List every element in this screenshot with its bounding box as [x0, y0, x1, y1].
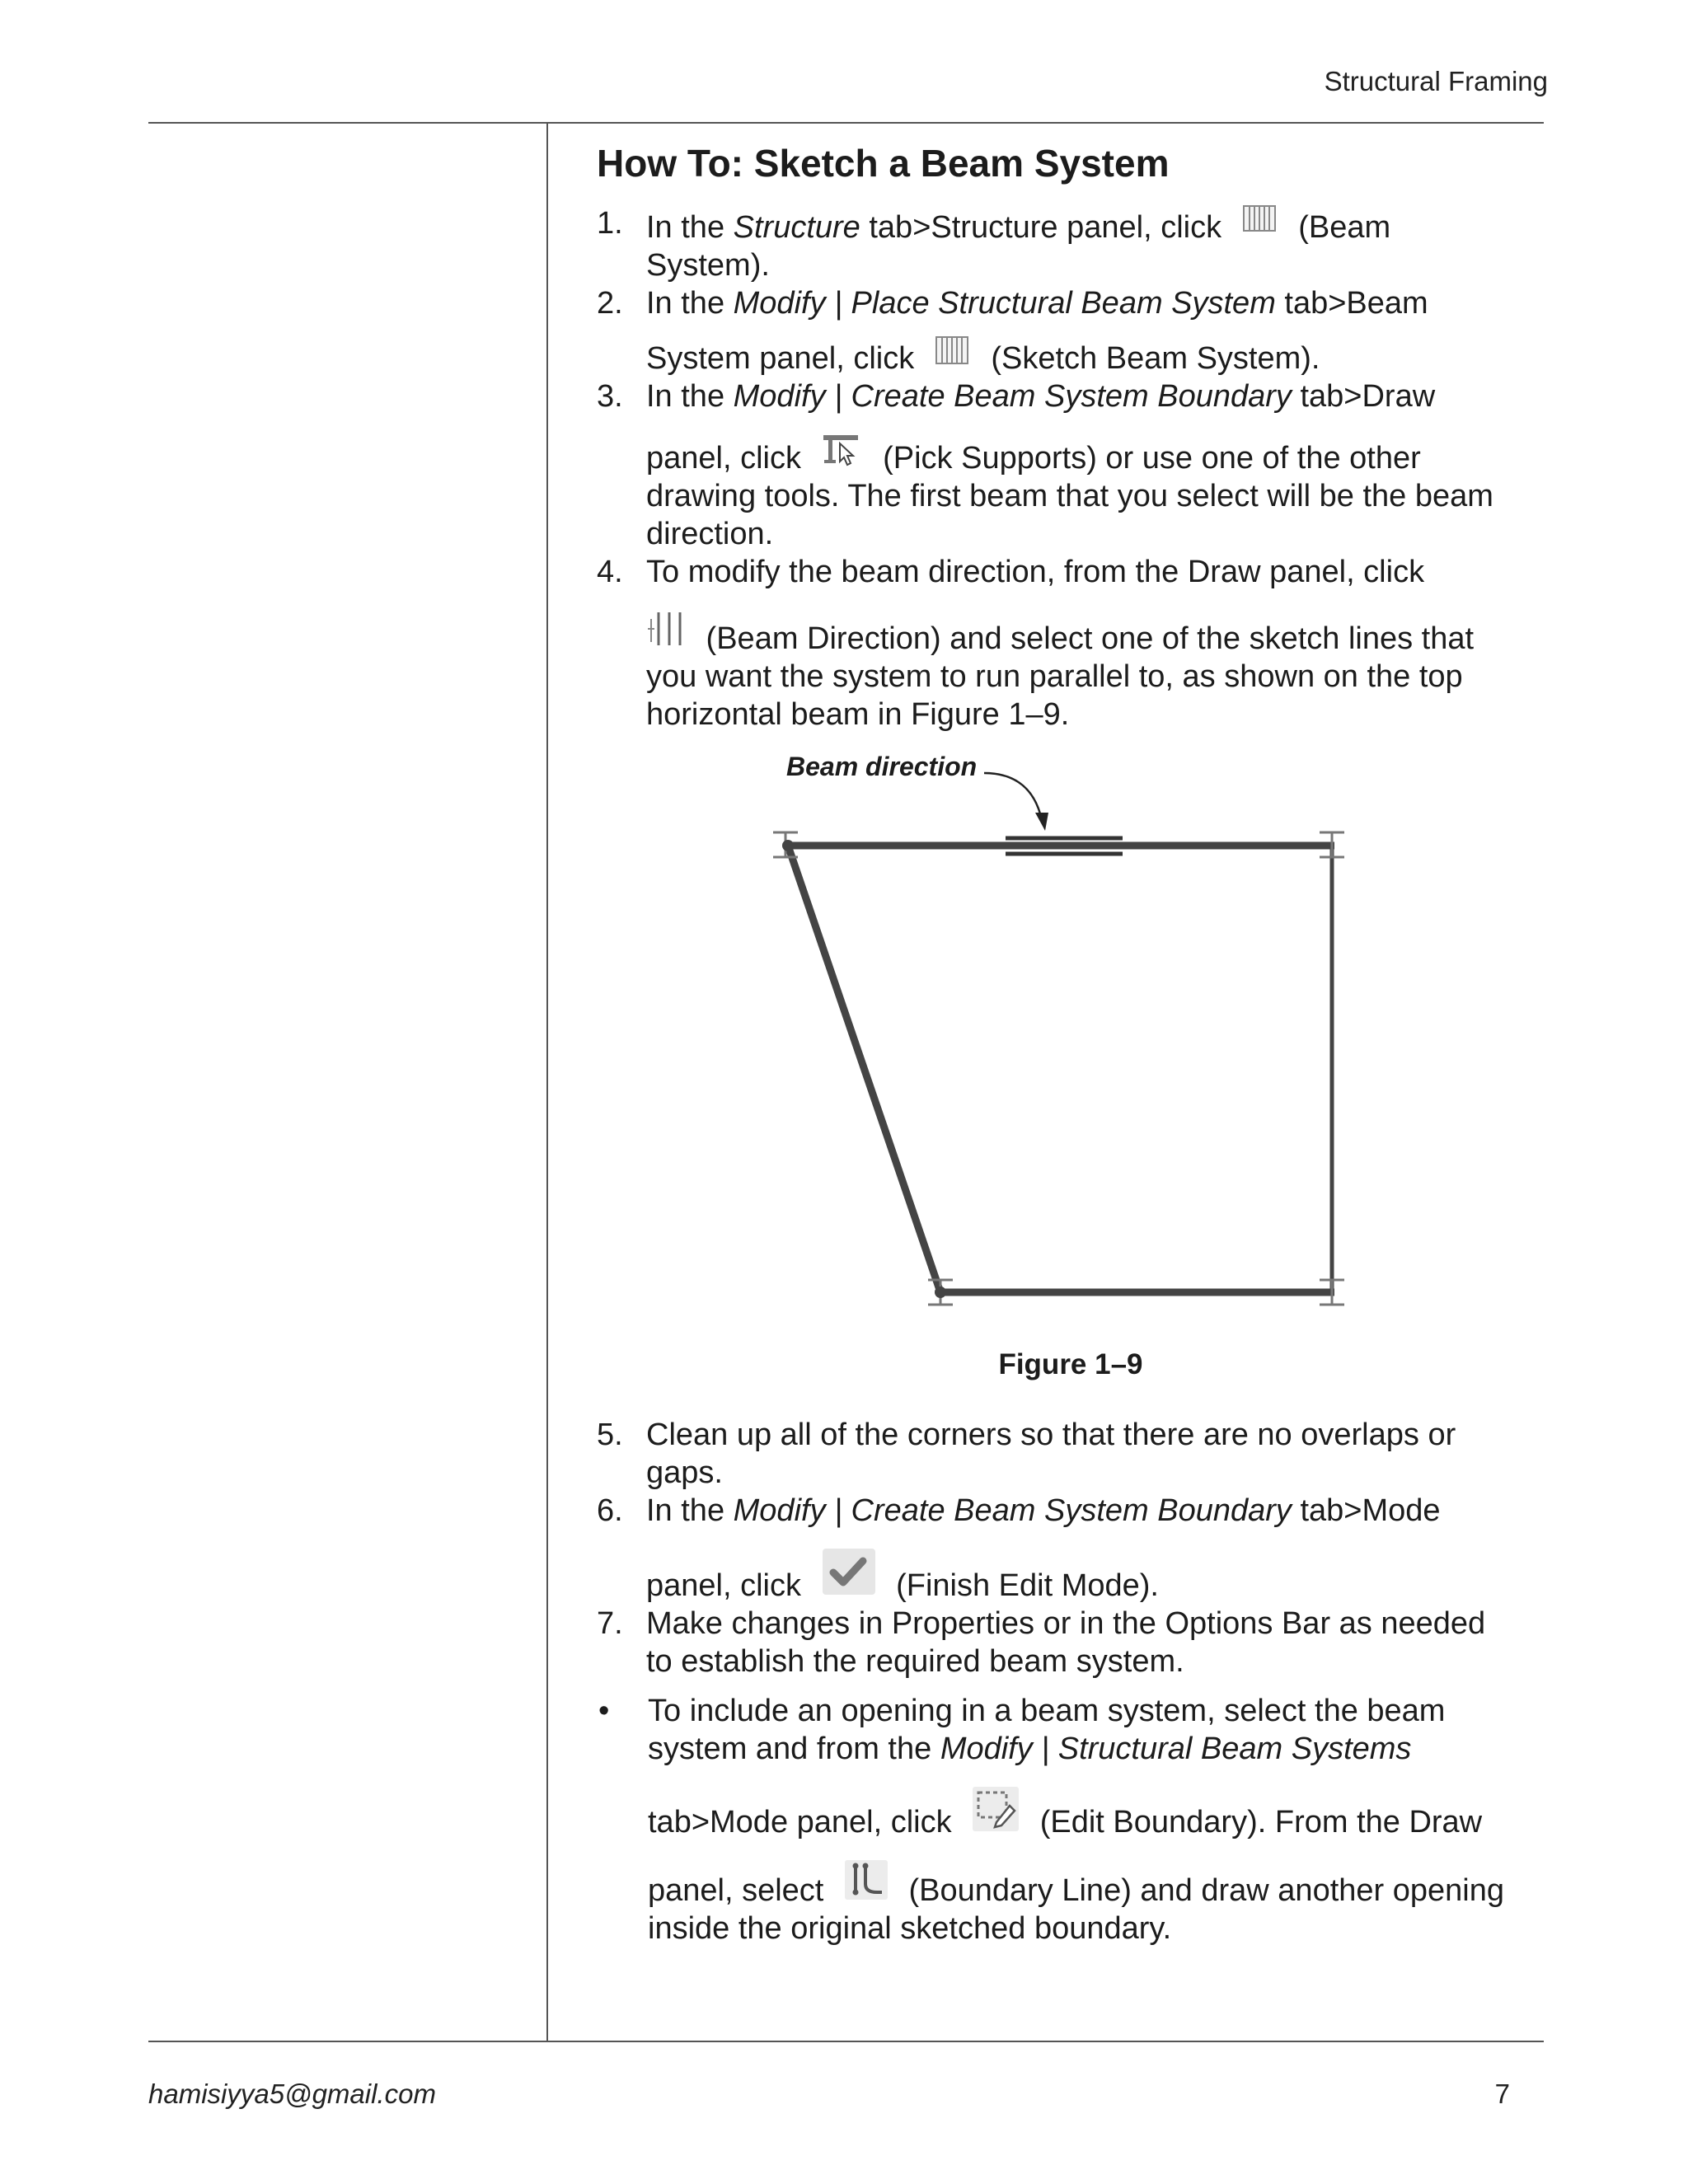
finish-edit-mode-icon	[822, 1548, 876, 1596]
step-line	[646, 377, 1545, 415]
step-line	[646, 1548, 1545, 1605]
ui-term: Modify | Create Beam System Boundary	[733, 379, 1292, 414]
text: (Edit Boundary). From the Draw	[1031, 1805, 1483, 1840]
text: In the	[646, 286, 734, 321]
callout-leader	[984, 773, 1042, 820]
bullet-opening	[597, 1692, 1545, 1947]
step-number: 4.	[597, 555, 623, 589]
pick-supports-icon	[822, 434, 863, 468]
text: tab>Beam	[1275, 286, 1428, 321]
text: (Pick Supports) or use one of the other	[874, 441, 1421, 476]
edit-boundary-icon	[972, 1786, 1020, 1832]
beam-direction-icon	[646, 609, 692, 649]
beam-direction-callout: Beam direction	[786, 752, 978, 781]
text: (Finish Edit Mode).	[887, 1568, 1159, 1603]
ui-term: Modify | Create Beam System Boundary	[733, 1493, 1292, 1528]
bullet-marker: •	[598, 1694, 610, 1728]
step-line	[646, 204, 1545, 246]
callout-arrowhead	[1035, 813, 1048, 831]
step-7	[597, 1605, 1545, 1680]
node-bottom-left	[935, 1286, 946, 1298]
text: tab>Mode panel, click	[648, 1805, 961, 1840]
header-rule	[148, 122, 1544, 124]
text: tab>Draw	[1291, 379, 1436, 414]
step-2	[597, 284, 1545, 377]
bullet-line	[648, 1786, 1545, 1841]
bullet-line: To include an opening in a beam system, select the beam	[648, 1694, 1446, 1728]
bullet-line	[648, 1859, 1545, 1910]
boundary-line-icon	[844, 1859, 889, 1900]
column-divider	[546, 122, 548, 2042]
text: In the	[646, 379, 734, 414]
step-number: 6.	[597, 1493, 623, 1528]
text: (Beam	[1289, 210, 1391, 245]
text: panel, click	[646, 1568, 810, 1603]
step-line: drawing tools. The first beam that you select will be the beam	[646, 479, 1493, 513]
footer-email: hamisiyya5@gmail.com	[148, 2079, 436, 2109]
beam-system-diagram	[597, 742, 1545, 1416]
running-header: Structural Framing	[1324, 66, 1548, 96]
sketch-beam-system-icon	[935, 335, 971, 368]
figure-caption: Figure 1–9	[998, 1348, 1143, 1380]
beam-system-icon	[1242, 204, 1278, 237]
bullet-line: inside the original sketched boundary.	[648, 1911, 1172, 1946]
step-line: To modify the beam direction, from the Draw panel, click	[646, 555, 1425, 589]
step-line: to establish the required beam system.	[646, 1644, 1184, 1679]
step-4	[597, 553, 1545, 733]
ui-term: Modify | Place Structural Beam System	[733, 286, 1276, 321]
ui-term: Modify | Structural Beam Systems	[940, 1732, 1412, 1766]
main-content	[597, 138, 1545, 1947]
step-6	[597, 1492, 1545, 1605]
step-line: gaps.	[646, 1455, 723, 1490]
left-beam	[788, 846, 940, 1292]
step-line	[646, 1492, 1545, 1530]
bullet-line	[648, 1730, 1545, 1768]
figure-1-9	[597, 742, 1545, 1416]
text: panel, select	[648, 1873, 832, 1908]
page-number: 7	[1494, 2079, 1510, 2109]
step-line: horizontal beam in Figure 1–9.	[646, 697, 1070, 732]
node-top-left	[782, 840, 794, 851]
step-line: you want the system to run parallel to, as shown on the top	[646, 659, 1463, 694]
text: In the	[646, 1493, 734, 1528]
text: (Boundary Line) and draw another opening	[899, 1873, 1504, 1908]
ui-term: Structure	[733, 210, 860, 245]
step-line	[646, 434, 1545, 477]
text: tab>Structure panel, click	[860, 210, 1231, 245]
text: tab>Mode	[1291, 1493, 1441, 1528]
step-number: 7.	[597, 1606, 623, 1641]
text: (Sketch Beam System).	[982, 341, 1320, 376]
step-line: Make changes in Properties or in the Options Bar as needed	[646, 1606, 1486, 1641]
step-number: 2.	[597, 286, 623, 321]
text: In the	[646, 210, 734, 245]
step-number: 1.	[597, 206, 623, 241]
text: (Beam Direction) and select one of the sketch lines that	[697, 621, 1475, 656]
section-heading: How To: Sketch a Beam System	[597, 142, 1170, 185]
step-number: 5.	[597, 1418, 623, 1452]
step-line: direction.	[646, 517, 774, 551]
step-line	[646, 284, 1545, 322]
text: system and from the	[648, 1732, 940, 1766]
text: panel, click	[646, 441, 810, 476]
step-3	[597, 377, 1545, 553]
step-line: Clean up all of the corners so that there are no overlaps or	[646, 1418, 1456, 1452]
text: System panel, click	[646, 341, 923, 376]
step-1	[597, 204, 1545, 284]
step-line	[646, 335, 1545, 377]
step-line: System).	[646, 248, 770, 283]
step-5	[597, 1416, 1545, 1492]
step-line	[646, 609, 1545, 658]
footer-rule	[148, 2041, 1544, 2042]
step-number: 3.	[597, 379, 623, 414]
